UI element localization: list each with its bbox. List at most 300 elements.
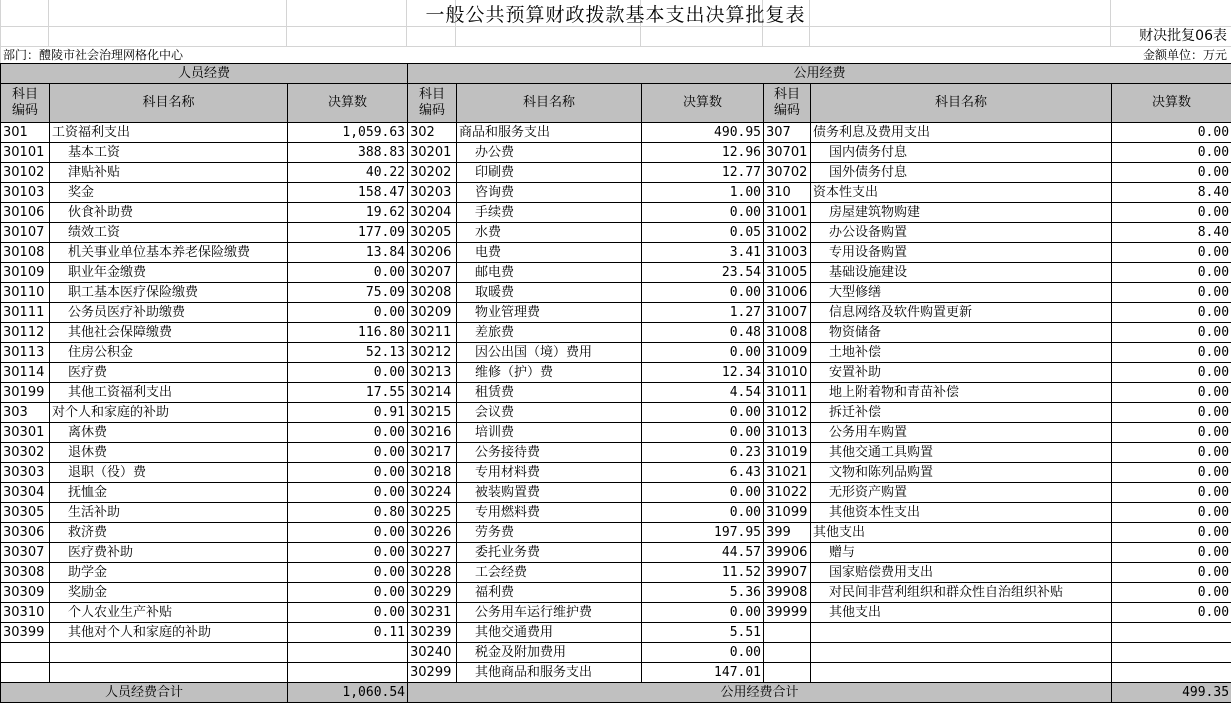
amount-cell: 4.54 bbox=[642, 383, 764, 403]
subject-code-cell: 307 bbox=[764, 123, 811, 143]
subject-name-cell: 债务利息及费用支出 bbox=[811, 123, 1112, 143]
section-public: 公用经费 bbox=[408, 64, 1231, 84]
subject-code-cell: 31021 bbox=[764, 463, 811, 483]
amount-cell: 0.00 bbox=[1112, 123, 1231, 143]
subject-name-cell: 物业管理费 bbox=[457, 303, 642, 323]
table-row bbox=[1, 203, 1231, 223]
subject-name-cell: 基本工资 bbox=[50, 143, 288, 163]
table-row bbox=[1, 623, 1231, 643]
subject-name-cell: 退休费 bbox=[50, 443, 288, 463]
public-total-value: 499.35 bbox=[1112, 683, 1231, 703]
subject-code-cell: 31010 bbox=[764, 363, 811, 383]
subject-name-cell: 物资储备 bbox=[811, 323, 1112, 343]
subject-name-cell: 大型修缮 bbox=[811, 283, 1112, 303]
subject-name-cell bbox=[50, 643, 288, 663]
table-row bbox=[1, 543, 1231, 563]
subject-code-cell: 30224 bbox=[408, 483, 457, 503]
subject-name-cell: 职工基本医疗保险缴费 bbox=[50, 283, 288, 303]
amount-cell: 8.40 bbox=[1112, 183, 1231, 203]
subject-code-cell: 30202 bbox=[408, 163, 457, 183]
section-personnel: 人员经费 bbox=[1, 64, 408, 84]
subject-name-cell: 对民间非营利组织和群众性自治组织补贴 bbox=[811, 583, 1112, 603]
amount-cell: 11.52 bbox=[642, 563, 764, 583]
subject-name-cell: 租赁费 bbox=[457, 383, 642, 403]
subject-name-cell: 其他交通工具购置 bbox=[811, 443, 1112, 463]
subject-name-cell: 绩效工资 bbox=[50, 223, 288, 243]
subject-code-cell: 30215 bbox=[408, 403, 457, 423]
amount-cell: 0.00 bbox=[642, 283, 764, 303]
subject-code-cell: 30205 bbox=[408, 223, 457, 243]
subject-code-cell: 30702 bbox=[764, 163, 811, 183]
subject-name-cell: 医疗费补助 bbox=[50, 543, 288, 563]
table-row bbox=[1, 323, 1231, 343]
subject-name-cell: 医疗费 bbox=[50, 363, 288, 383]
subject-name-cell: 办公费 bbox=[457, 143, 642, 163]
subject-name-cell: 商品和服务支出 bbox=[457, 123, 642, 143]
subject-code-cell: 30204 bbox=[408, 203, 457, 223]
amount-cell: 0.00 bbox=[1112, 303, 1231, 323]
subject-code-cell: 31007 bbox=[764, 303, 811, 323]
subject-name-cell: 其他资本性支出 bbox=[811, 503, 1112, 523]
subject-code-cell: 30239 bbox=[408, 623, 457, 643]
amount-cell bbox=[288, 663, 408, 683]
amount-cell: 0.00 bbox=[1112, 563, 1231, 583]
amount-cell: 0.00 bbox=[1112, 283, 1231, 303]
subject-code-cell: 30240 bbox=[408, 643, 457, 663]
subject-code-cell: 30302 bbox=[1, 443, 50, 463]
subject-code-cell: 30213 bbox=[408, 363, 457, 383]
subject-code-cell: 31099 bbox=[764, 503, 811, 523]
subject-name-cell: 奖励金 bbox=[50, 583, 288, 603]
subject-code-cell: 30113 bbox=[1, 343, 50, 363]
subject-code-cell: 30111 bbox=[1, 303, 50, 323]
table-row bbox=[1, 223, 1231, 243]
subject-name-cell: 公务员医疗补助缴费 bbox=[50, 303, 288, 323]
subject-code-cell: 31002 bbox=[764, 223, 811, 243]
subject-code-cell: 30110 bbox=[1, 283, 50, 303]
amount-cell: 0.00 bbox=[1112, 583, 1231, 603]
table-row bbox=[1, 343, 1231, 363]
subject-name-cell: 生活补助 bbox=[50, 503, 288, 523]
table-row bbox=[1, 483, 1231, 503]
amount-cell: 0.00 bbox=[288, 523, 408, 543]
amount-cell: 0.00 bbox=[642, 423, 764, 443]
amount-cell: 75.09 bbox=[288, 283, 408, 303]
amount-cell: 0.00 bbox=[1112, 163, 1231, 183]
amount-cell: 0.00 bbox=[642, 603, 764, 623]
subject-code-cell: 30108 bbox=[1, 243, 50, 263]
subject-name-cell: 资本性支出 bbox=[811, 183, 1112, 203]
subject-code-cell: 31012 bbox=[764, 403, 811, 423]
subject-code-cell: 30308 bbox=[1, 563, 50, 583]
subject-name-cell: 工资福利支出 bbox=[50, 123, 288, 143]
amount-cell: 0.00 bbox=[642, 403, 764, 423]
subject-name-cell: 房屋建筑物购建 bbox=[811, 203, 1112, 223]
subject-name-cell: 国家赔偿费用支出 bbox=[811, 563, 1112, 583]
amount-cell: 177.09 bbox=[288, 223, 408, 243]
subject-code-cell: 30231 bbox=[408, 603, 457, 623]
subject-code-cell: 30301 bbox=[1, 423, 50, 443]
table-row bbox=[1, 163, 1231, 183]
table-row bbox=[1, 663, 1231, 683]
subject-code-cell: 30211 bbox=[408, 323, 457, 343]
subject-name-cell: 专用燃料费 bbox=[457, 503, 642, 523]
amount-cell: 40.22 bbox=[288, 163, 408, 183]
subject-code-cell: 30199 bbox=[1, 383, 50, 403]
subject-name-cell: 公务用车运行维护费 bbox=[457, 603, 642, 623]
subject-code-cell: 30309 bbox=[1, 583, 50, 603]
subject-code-cell: 39906 bbox=[764, 543, 811, 563]
table-row bbox=[1, 463, 1231, 483]
amount-cell: 0.00 bbox=[1112, 423, 1231, 443]
subject-code-cell: 30225 bbox=[408, 503, 457, 523]
amount-cell: 147.01 bbox=[642, 663, 764, 683]
amount-cell: 0.00 bbox=[288, 483, 408, 503]
table-row bbox=[1, 523, 1231, 543]
subject-code-cell: 30306 bbox=[1, 523, 50, 543]
subject-name-cell: 专用设备购置 bbox=[811, 243, 1112, 263]
amount-cell: 490.95 bbox=[642, 123, 764, 143]
subject-name-cell: 会议费 bbox=[457, 403, 642, 423]
amount-cell: 0.00 bbox=[642, 343, 764, 363]
subject-name-cell: 土地补偿 bbox=[811, 343, 1112, 363]
amount-cell: 0.05 bbox=[642, 223, 764, 243]
amount-cell: 0.00 bbox=[1112, 443, 1231, 463]
amount-unit-label: 金额单位：万元 bbox=[1142, 48, 1227, 62]
amount-cell: 1.27 bbox=[642, 303, 764, 323]
amount-cell: 116.80 bbox=[288, 323, 408, 343]
col-amount-header: 决算数 bbox=[1112, 84, 1231, 123]
subject-code-cell: 30106 bbox=[1, 203, 50, 223]
subject-code-cell: 39907 bbox=[764, 563, 811, 583]
subject-name-cell: 维修（护）费 bbox=[457, 363, 642, 383]
subject-name-cell: 赠与 bbox=[811, 543, 1112, 563]
subject-code-cell: 30101 bbox=[1, 143, 50, 163]
amount-cell: 12.96 bbox=[642, 143, 764, 163]
subject-name-cell: 水费 bbox=[457, 223, 642, 243]
subject-name-cell: 地上附着物和青苗补偿 bbox=[811, 383, 1112, 403]
expenditure-table bbox=[0, 63, 1231, 703]
amount-cell: 0.00 bbox=[1112, 503, 1231, 523]
subject-code-cell: 303 bbox=[1, 403, 50, 423]
subject-name-cell: 文物和陈列品购置 bbox=[811, 463, 1112, 483]
amount-cell bbox=[1112, 623, 1231, 643]
subject-name-cell: 手续费 bbox=[457, 203, 642, 223]
subject-name-cell: 工会经费 bbox=[457, 563, 642, 583]
subject-code-cell: 30203 bbox=[408, 183, 457, 203]
subject-code-cell: 30209 bbox=[408, 303, 457, 323]
subject-code-cell: 39908 bbox=[764, 583, 811, 603]
subject-name-cell: 委托业务费 bbox=[457, 543, 642, 563]
amount-cell: 0.00 bbox=[288, 583, 408, 603]
amount-cell: 0.00 bbox=[288, 443, 408, 463]
amount-cell bbox=[288, 643, 408, 663]
subject-name-cell: 助学金 bbox=[50, 563, 288, 583]
subject-name-cell: 咨询费 bbox=[457, 183, 642, 203]
subject-name-cell: 拆迁补偿 bbox=[811, 403, 1112, 423]
subject-code-cell: 31008 bbox=[764, 323, 811, 343]
subject-name-cell: 印刷费 bbox=[457, 163, 642, 183]
amount-cell: 17.55 bbox=[288, 383, 408, 403]
subject-name-cell: 培训费 bbox=[457, 423, 642, 443]
subject-code-cell bbox=[764, 663, 811, 683]
subject-name-cell: 国内债务付息 bbox=[811, 143, 1112, 163]
table-row bbox=[1, 183, 1231, 203]
amount-cell: 5.51 bbox=[642, 623, 764, 643]
subject-code-cell: 31019 bbox=[764, 443, 811, 463]
subject-code-cell: 30217 bbox=[408, 443, 457, 463]
subject-code-cell: 30228 bbox=[408, 563, 457, 583]
form-number: 财决批复06表 bbox=[1139, 28, 1227, 44]
subject-code-cell: 30102 bbox=[1, 163, 50, 183]
subject-name-cell: 退职（役）费 bbox=[50, 463, 288, 483]
table-row bbox=[1, 443, 1231, 463]
amount-cell: 197.95 bbox=[642, 523, 764, 543]
subject-code-cell: 31013 bbox=[764, 423, 811, 443]
subject-code-cell: 30310 bbox=[1, 603, 50, 623]
amount-cell: 0.00 bbox=[1112, 343, 1231, 363]
table-row bbox=[1, 423, 1231, 443]
subject-code-cell: 30227 bbox=[408, 543, 457, 563]
subject-name-cell: 公务接待费 bbox=[457, 443, 642, 463]
subject-code-cell: 30208 bbox=[408, 283, 457, 303]
subject-name-cell bbox=[811, 623, 1112, 643]
subject-code-cell: 31022 bbox=[764, 483, 811, 503]
amount-cell: 0.00 bbox=[1112, 203, 1231, 223]
subject-name-cell: 邮电费 bbox=[457, 263, 642, 283]
table-row bbox=[1, 603, 1231, 623]
amount-cell: 0.00 bbox=[642, 483, 764, 503]
amount-cell: 52.13 bbox=[288, 343, 408, 363]
amount-cell: 23.54 bbox=[642, 263, 764, 283]
subject-name-cell bbox=[811, 663, 1112, 683]
col-amount-header: 决算数 bbox=[642, 84, 764, 123]
subject-name-cell: 因公出国（境）费用 bbox=[457, 343, 642, 363]
subject-name-cell: 伙食补助费 bbox=[50, 203, 288, 223]
section-header-row bbox=[1, 64, 1231, 84]
col-name-header: 科目名称 bbox=[811, 84, 1112, 123]
subject-code-cell: 31006 bbox=[764, 283, 811, 303]
subject-name-cell bbox=[811, 643, 1112, 663]
amount-cell: 1,059.63 bbox=[288, 123, 408, 143]
table-row bbox=[1, 363, 1231, 383]
public-total-label: 公用经费合计 bbox=[408, 683, 1112, 703]
amount-cell: 0.00 bbox=[642, 643, 764, 663]
subject-code-cell: 39999 bbox=[764, 603, 811, 623]
col-code-header: 科目 编码 bbox=[408, 84, 457, 123]
table-row bbox=[1, 143, 1231, 163]
amount-cell: 0.00 bbox=[288, 563, 408, 583]
subject-name-cell: 基础设施建设 bbox=[811, 263, 1112, 283]
subject-name-cell: 其他社会保障缴费 bbox=[50, 323, 288, 343]
amount-cell: 0.00 bbox=[1112, 463, 1231, 483]
amount-cell: 0.00 bbox=[288, 603, 408, 623]
amount-cell: 0.00 bbox=[1112, 603, 1231, 623]
subject-name-cell bbox=[50, 663, 288, 683]
subject-code-cell: 30109 bbox=[1, 263, 50, 283]
subject-code-cell: 30212 bbox=[408, 343, 457, 363]
subject-code-cell bbox=[1, 663, 50, 683]
subject-code-cell: 30305 bbox=[1, 503, 50, 523]
subject-name-cell: 津贴补贴 bbox=[50, 163, 288, 183]
subject-code-cell bbox=[764, 623, 811, 643]
subject-name-cell: 奖金 bbox=[50, 183, 288, 203]
col-code-header: 科目 编码 bbox=[1, 84, 50, 123]
subject-name-cell: 安置补助 bbox=[811, 363, 1112, 383]
amount-cell: 44.57 bbox=[642, 543, 764, 563]
subject-name-cell: 福利费 bbox=[457, 583, 642, 603]
subject-code-cell: 30214 bbox=[408, 383, 457, 403]
amount-cell: 0.00 bbox=[1112, 143, 1231, 163]
subject-code-cell: 30701 bbox=[764, 143, 811, 163]
amount-cell: 0.00 bbox=[288, 423, 408, 443]
amount-cell: 8.40 bbox=[1112, 223, 1231, 243]
subject-name-cell: 办公设备购置 bbox=[811, 223, 1112, 243]
subject-name-cell: 对个人和家庭的补助 bbox=[50, 403, 288, 423]
amount-cell: 0.00 bbox=[1112, 323, 1231, 343]
subject-code-cell bbox=[764, 643, 811, 663]
amount-cell bbox=[1112, 643, 1231, 663]
amount-cell: 13.84 bbox=[288, 243, 408, 263]
subject-name-cell: 救济费 bbox=[50, 523, 288, 543]
subject-code-cell: 30201 bbox=[408, 143, 457, 163]
amount-cell: 0.80 bbox=[288, 503, 408, 523]
subject-code-cell: 30107 bbox=[1, 223, 50, 243]
col-name-header: 科目名称 bbox=[50, 84, 288, 123]
subject-code-cell: 30307 bbox=[1, 543, 50, 563]
subject-name-cell: 公务用车购置 bbox=[811, 423, 1112, 443]
subject-code-cell: 301 bbox=[1, 123, 50, 143]
table-row bbox=[1, 123, 1231, 143]
subject-code-cell: 30216 bbox=[408, 423, 457, 443]
subject-code-cell: 31005 bbox=[764, 263, 811, 283]
amount-cell: 0.00 bbox=[1112, 383, 1231, 403]
amount-cell bbox=[1112, 663, 1231, 683]
table-row bbox=[1, 563, 1231, 583]
subject-name-cell: 电费 bbox=[457, 243, 642, 263]
subject-code-cell: 30229 bbox=[408, 583, 457, 603]
subject-name-cell: 无形资产购置 bbox=[811, 483, 1112, 503]
subject-name-cell: 其他交通费用 bbox=[457, 623, 642, 643]
subject-name-cell: 其他工资福利支出 bbox=[50, 383, 288, 403]
subject-name-cell: 抚恤金 bbox=[50, 483, 288, 503]
column-header-row bbox=[1, 84, 1231, 123]
table-row bbox=[1, 243, 1231, 263]
amount-cell: 5.36 bbox=[642, 583, 764, 603]
table-row bbox=[1, 283, 1231, 303]
amount-cell: 0.00 bbox=[1112, 523, 1231, 543]
subject-name-cell: 被装购置费 bbox=[457, 483, 642, 503]
subject-code-cell: 30399 bbox=[1, 623, 50, 643]
subject-name-cell: 机关事业单位基本养老保险缴费 bbox=[50, 243, 288, 263]
subject-name-cell: 专用材料费 bbox=[457, 463, 642, 483]
subject-name-cell: 其他支出 bbox=[811, 603, 1112, 623]
amount-cell: 0.00 bbox=[1112, 363, 1231, 383]
report-title: 一般公共预算财政拨款基本支出决算批复表 bbox=[425, 4, 806, 26]
subject-name-cell: 税金及附加费用 bbox=[457, 643, 642, 663]
subject-name-cell: 个人农业生产补贴 bbox=[50, 603, 288, 623]
amount-cell: 0.00 bbox=[642, 503, 764, 523]
subject-code-cell: 30114 bbox=[1, 363, 50, 383]
amount-cell: 0.00 bbox=[1112, 543, 1231, 563]
subject-name-cell: 差旅费 bbox=[457, 323, 642, 343]
amount-cell: 158.47 bbox=[288, 183, 408, 203]
subject-code-cell: 30112 bbox=[1, 323, 50, 343]
subject-code-cell: 30218 bbox=[408, 463, 457, 483]
subject-code-cell: 30303 bbox=[1, 463, 50, 483]
subject-code-cell: 31003 bbox=[764, 243, 811, 263]
table-row bbox=[1, 583, 1231, 603]
amount-cell: 1.00 bbox=[642, 183, 764, 203]
subject-name-cell: 劳务费 bbox=[457, 523, 642, 543]
subject-name-cell: 住房公积金 bbox=[50, 343, 288, 363]
amount-cell: 0.00 bbox=[642, 203, 764, 223]
table-row bbox=[1, 503, 1231, 523]
personnel-total-label: 人员经费合计 bbox=[1, 683, 288, 703]
subject-code-cell: 30226 bbox=[408, 523, 457, 543]
table-row bbox=[1, 383, 1231, 403]
amount-cell: 0.48 bbox=[642, 323, 764, 343]
subject-code-cell: 31011 bbox=[764, 383, 811, 403]
subject-code-cell: 30304 bbox=[1, 483, 50, 503]
col-name-header: 科目名称 bbox=[457, 84, 642, 123]
subject-name-cell: 取暖费 bbox=[457, 283, 642, 303]
amount-cell: 0.00 bbox=[288, 303, 408, 323]
totals-row bbox=[1, 683, 1231, 703]
amount-cell: 3.41 bbox=[642, 243, 764, 263]
amount-cell: 0.23 bbox=[642, 443, 764, 463]
amount-cell: 0.00 bbox=[288, 463, 408, 483]
subject-code-cell: 30299 bbox=[408, 663, 457, 683]
subject-name-cell: 其他商品和服务支出 bbox=[457, 663, 642, 683]
amount-cell: 0.91 bbox=[288, 403, 408, 423]
amount-cell: 12.34 bbox=[642, 363, 764, 383]
subject-code-cell: 31009 bbox=[764, 343, 811, 363]
subject-code-cell: 310 bbox=[764, 183, 811, 203]
amount-cell: 6.43 bbox=[642, 463, 764, 483]
table-row bbox=[1, 263, 1231, 283]
col-code-header: 科目 编码 bbox=[764, 84, 811, 123]
subject-code-cell: 399 bbox=[764, 523, 811, 543]
subject-name-cell: 信息网络及软件购置更新 bbox=[811, 303, 1112, 323]
amount-cell: 0.00 bbox=[1112, 403, 1231, 423]
subject-name-cell: 其他对个人和家庭的补助 bbox=[50, 623, 288, 643]
subject-code-cell: 30206 bbox=[408, 243, 457, 263]
subject-name-cell: 国外债务付息 bbox=[811, 163, 1112, 183]
table-row bbox=[1, 303, 1231, 323]
amount-cell: 0.00 bbox=[1112, 243, 1231, 263]
amount-cell: 388.83 bbox=[288, 143, 408, 163]
table-row bbox=[1, 403, 1231, 423]
amount-cell: 0.00 bbox=[288, 363, 408, 383]
personnel-total-value: 1,060.54 bbox=[288, 683, 408, 703]
table-row bbox=[1, 643, 1231, 663]
subject-code-cell: 30207 bbox=[408, 263, 457, 283]
amount-cell: 19.62 bbox=[288, 203, 408, 223]
amount-cell: 0.11 bbox=[288, 623, 408, 643]
subject-code-cell bbox=[1, 643, 50, 663]
subject-name-cell: 其他支出 bbox=[811, 523, 1112, 543]
amount-cell: 0.00 bbox=[1112, 483, 1231, 503]
subject-code-cell: 30103 bbox=[1, 183, 50, 203]
subject-code-cell: 302 bbox=[408, 123, 457, 143]
amount-cell: 0.00 bbox=[288, 543, 408, 563]
col-amount-header: 决算数 bbox=[288, 84, 408, 123]
department-label: 部门：醴陵市社会治理网格化中心 bbox=[3, 48, 184, 62]
amount-cell: 12.77 bbox=[642, 163, 764, 183]
amount-cell: 0.00 bbox=[288, 263, 408, 283]
subject-name-cell: 离休费 bbox=[50, 423, 288, 443]
